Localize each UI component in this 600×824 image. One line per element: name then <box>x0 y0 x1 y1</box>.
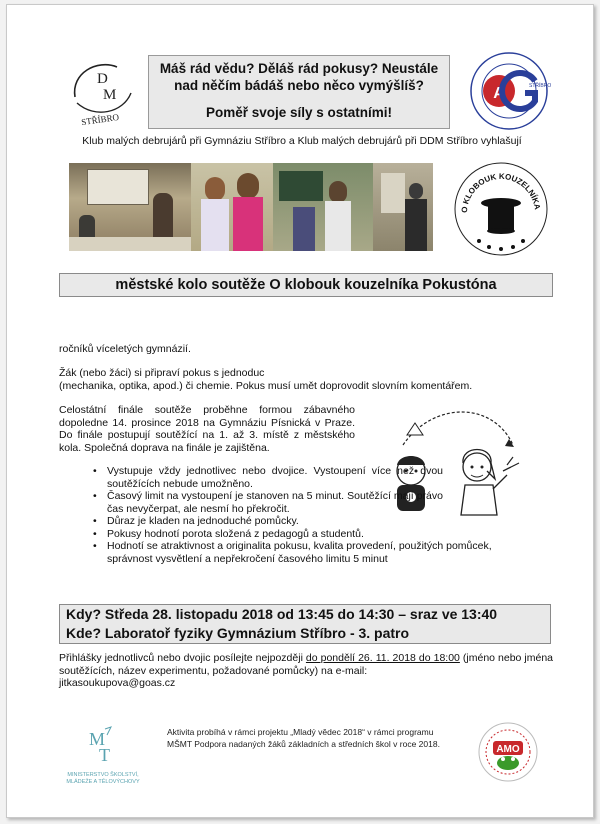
event-when: Kdy? Středa 28. listopadu 2018 od 13:45 do 14:30 – sraz ve 13:40 <box>66 606 498 622</box>
rule-item: • Vystupuje vždy jednotlivec nebo dvojice. Vystoupení více než dvou soutěžících nebude umožněno. <box>93 465 443 490</box>
goas-logo <box>469 51 552 131</box>
photo-lab-room <box>373 163 433 251</box>
svg-text:M: M <box>89 729 106 749</box>
header-challenge: Poměř svoje síly s ostatními! <box>205 105 393 120</box>
svg-text:A: A <box>493 85 505 102</box>
hat-ring-text: O KLOBOUK KOUZELNÍKA <box>459 171 542 214</box>
body-paragraph-1: ročníků víceletých gymnázií. <box>59 343 191 355</box>
header-box <box>148 55 450 129</box>
rules-list <box>93 465 513 565</box>
registration-info <box>59 652 553 690</box>
amo-logo <box>477 721 539 783</box>
rule-item: • Časový limit na vystoupení je stanoven na 5 minut. Soutěžící mají právo čas nevyčerpat, ale nesmí ho překročit. <box>93 490 443 515</box>
rule-item: • Pokusy hodnotí porota složená z pedagogů a studentů. <box>93 528 513 541</box>
svg-text:STŘÍBRO: STŘÍBRO <box>80 111 120 128</box>
svg-text:T: T <box>99 745 110 765</box>
hat-logo <box>453 161 549 257</box>
amo-text: AMO <box>496 744 520 755</box>
goas-small-text: STŘÍBRO <box>529 83 552 89</box>
photo-classroom <box>69 163 191 251</box>
footer-line-1: Aktivita probíhá v rámci projektu „Mladý vědec 2018“ v rámci programu <box>167 727 434 737</box>
photo-girls-experiment <box>191 163 273 251</box>
rule-item: • Důraz je kladen na jednoduché pomůcky. <box>93 515 513 528</box>
svg-text:M: M <box>103 87 117 103</box>
ddm-logo <box>67 53 139 129</box>
body-paragraph-2-line-2: (mechanika, optika, apod.) či chemie. Pokus musí umět doprovodit slovním komentářem. <box>59 380 473 392</box>
event-where: Kde? Laboratoř fyziky Gymnázium Stříbro - 3. patro <box>66 625 410 641</box>
body-paragraph-2-line-1: Žák (nebo žáci) si připraví pokus s jednoduc <box>59 367 265 379</box>
footer-line-2: MŠMT Podpora nadaných žáků základních a středních škol v roce 2018. <box>167 739 440 749</box>
registration-email[interactable]: jitkasoukupova@goas.cz <box>59 677 176 689</box>
flyer-page <box>6 4 594 818</box>
intro-text: Klub malých debrujárů při Gymnáziu Stříbro a Klub malých debrujárů při DDM Stříbro vyhlašují <box>82 135 522 147</box>
registration-before: Přihlášky jednotlivců nebo dvojic posílejte nejpozději <box>59 652 306 664</box>
msmt-name: MINISTERSTVO ŠKOLSTVÍ, MLÁDEŽE A TĚLOVÝCHOVY <box>66 772 140 785</box>
registration-deadline: do pondělí 26. 11. 2018 do 18:00 <box>305 652 460 664</box>
body-paragraph-3: Celostátní finále soutěže proběhne formou zábavného dopoledne 14. prosince 2018 na Gymnáziu Písnická v Praze. Do finále postupují soutěžící na 1. až 3. místě z městského kola. Společná doprava na finále je zajištěna. <box>59 404 355 454</box>
rule-item: • Hodnotí se atraktivnost a originalita pokusu, kvalita provedení, použitých pomůcek, správnost vysvětlení a nepřekročení časového limitu 5 minut <box>93 540 525 565</box>
header-question: Máš rád vědu? Děláš rád pokusy? Neustále nad něčím bádáš nebo něco vymýšlíš? <box>159 61 439 93</box>
competition-title: městské kolo soutěže O klobouk kouzelníka Pokustóna <box>59 273 553 297</box>
registration-after: (jméno nebo jména soutěžících, název experimentu, požadované pomůcky) na e-mail: <box>59 652 553 677</box>
msmt-logo <box>63 723 143 783</box>
svg-text:D: D <box>97 71 108 87</box>
event-details-box <box>59 604 551 644</box>
photo-students-demo <box>273 163 373 251</box>
